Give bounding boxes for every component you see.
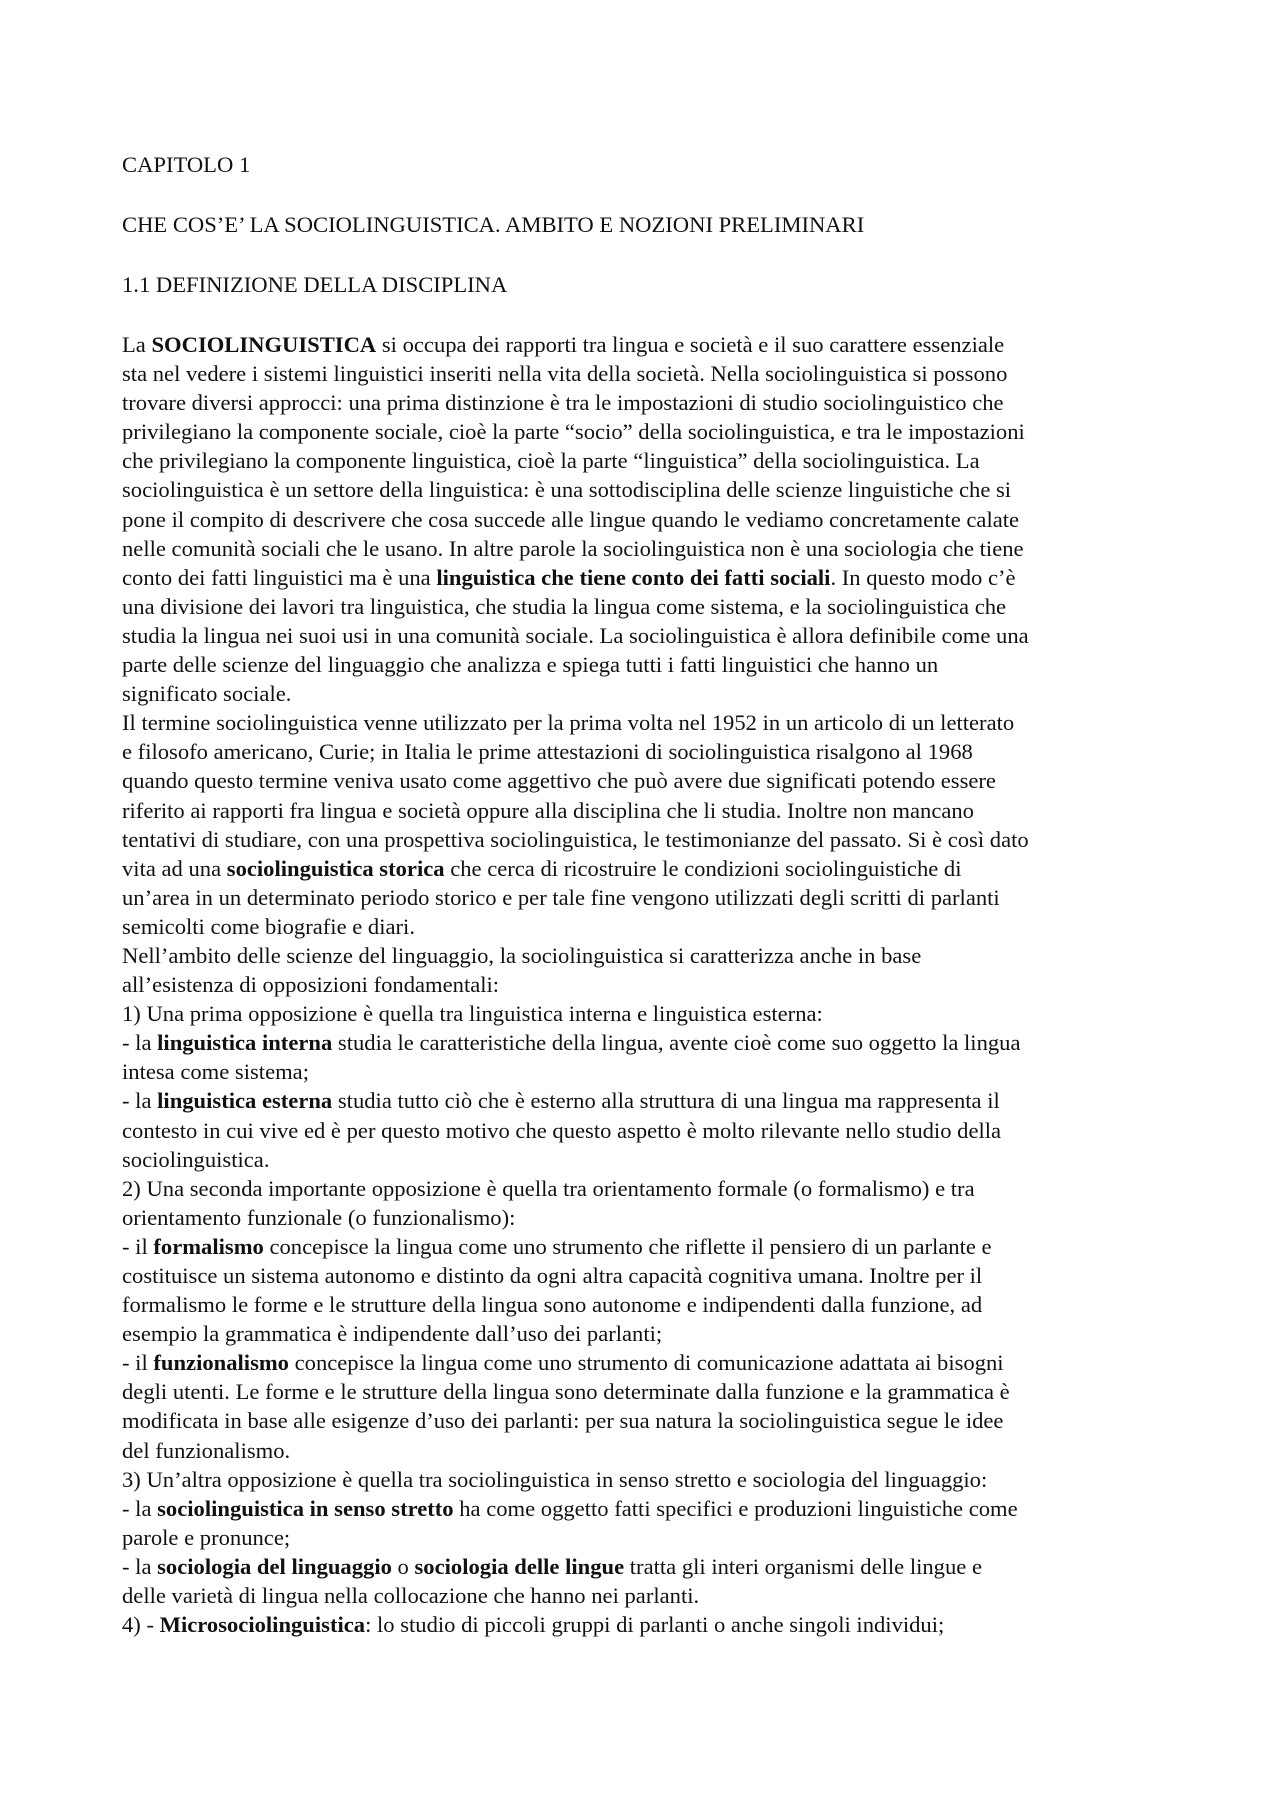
text-segment: si occupa dei rapporti tra lingua e società e il suo carattere essenziale [376,332,1005,357]
text-segment: e filosofo americano, Curie; in Italia le prime attestazioni di sociolinguistica risalgono al 1968 [122,739,973,765]
text-segment: orientamento funzionale (o funzionalismo): [122,1204,516,1230]
text-segment: all’esistenza di opposizioni fondamentali: [122,972,500,998]
text-line [122,1116,1180,1145]
bold-term: funzionalismo [153,1350,289,1376]
text-segment: parole e pronunce; [122,1524,291,1550]
text-segment: del funzionalismo. [122,1437,291,1463]
text-line [122,1290,1180,1319]
text-segment: intesa come sistema; [122,1059,309,1085]
text-segment: riferito ai rapporti fra lingua e società oppure alla disciplina che li studia. Inoltre non mancano [122,797,974,823]
text-segment: La [122,332,152,357]
text-line [122,1086,1180,1115]
text-line [122,1319,1180,1348]
text-line [122,970,1180,999]
text-line [122,1232,1180,1261]
text-segment: ha come oggetto fatti specifici e produzioni linguistiche come [453,1495,1018,1521]
text-segment: - la [122,1553,158,1579]
bold-term: sociologia delle lingue [414,1553,625,1579]
text-segment: quando questo termine veniva usato come aggettivo che può avere due significati potendo essere [122,768,996,794]
text-line [122,941,1180,970]
text-line [122,1406,1180,1435]
text-segment: studia le caratteristiche della lingua, avente cioè come suo oggetto la lingua [332,1030,1021,1056]
text-segment: sociolinguistica è un settore della linguistica: è una sottodisciplina delle scienze linguistiche che si [122,477,1012,503]
text-segment: nelle comunità sociali che le usano. In altre parole la sociolinguistica non è una sociologia che tiene [122,535,1024,561]
text-segment: una divisione dei lavori tra linguistica, che studia la lingua come sistema, e la sociolinguistica che [122,593,1007,619]
text-segment: Nell’ambito delle scienze del linguaggio, la sociolinguistica si caratterizza anche in base [122,942,922,968]
text-line [122,417,1180,446]
bold-term: Microsociolinguistica [159,1612,366,1638]
text-segment: - la [122,1088,158,1114]
text-line [122,505,1180,534]
text-line [122,825,1180,854]
text-segment: concepisce la lingua come uno strumento di comunicazione adattata ai bisogni [288,1350,1004,1376]
bold-term: formalismo [153,1233,264,1259]
text-line [122,592,1180,621]
text-line [122,534,1180,563]
text-segment: 4) - [122,1612,160,1638]
text-line [122,1261,1180,1290]
text-segment: studia tutto ciò che è esterno alla struttura di una lingua ma rappresenta il [332,1088,1000,1114]
text-line [122,766,1180,795]
text-segment: vita ad una [122,855,227,881]
text-segment: o [391,1553,415,1579]
text-segment: che privilegiano la componente linguistica, cioè la parte “linguistica” della sociolinguistica. La [122,448,980,474]
text-segment: un’area in un determinato periodo storico e per tale fine vengono utilizzati degli scritti di parlanti [122,884,1000,910]
text-segment: : lo studio di piccoli gruppi di parlanti o anche singoli individui; [365,1612,945,1638]
text-line [122,883,1180,912]
text-segment: studia la lingua nei suoi usi in una comunità sociale. La sociolinguistica è allora definibile come una [122,622,1029,648]
text-segment: modificata in base alle esigenze d’uso dei parlanti: per sua natura la sociolinguistica segue le idee [122,1408,1004,1434]
text-line [122,796,1180,825]
text-line [122,1174,1180,1203]
bold-term: linguistica esterna [157,1088,333,1114]
text-line [122,621,1180,650]
text-segment: tratta gli interi organismi delle lingue e [624,1553,982,1579]
text-segment: 1) Una prima opposizione è quella tra linguistica interna e linguistica esterna: [122,1001,823,1027]
text-segment: - il [122,1233,154,1259]
text-line [122,1581,1180,1610]
text-segment: pone il compito di descrivere che cosa succede alle lingue quando le vediamo concretamente calate [122,506,1020,532]
bold-term: sociolinguistica in senso stretto [157,1495,454,1521]
text-line [122,1610,1180,1639]
text-line [122,1494,1180,1523]
text-line [122,1203,1180,1232]
text-line [122,330,1180,359]
bold-term: sociologia del linguaggio [157,1553,392,1579]
text-line [122,446,1180,475]
text-line [122,388,1180,417]
text-segment: . In questo modo c’è [830,564,1016,590]
text-segment: conto dei fatti linguistici ma è una [122,564,437,590]
text-segment: semicolti come biografie e diari. [122,913,415,939]
chapter-label: CAPITOLO 1 [122,152,251,177]
text-segment: costituisce un sistema autonomo e distinto da ogni altra capacità cognitiva umana. Inoltre per il [122,1263,983,1288]
text-line [122,1377,1180,1406]
text-segment: privilegiano la componente sociale, cioè la parte “socio” della sociolinguistica, e tra le impostazioni [122,419,1025,445]
text-line [122,1552,1180,1581]
text-line [122,1028,1180,1057]
text-segment: formalismo le forme e le strutture della lingua sono autonome e indipendenti dalla funzione, ad [122,1292,983,1318]
bold-term: SOCIOLINGUISTICA [151,332,377,357]
text-segment: che cerca di ricostruire le condizioni sociolinguistiche di [444,855,962,881]
bold-term: linguistica interna [157,1030,333,1056]
text-segment: significato sociale. [122,681,292,707]
bold-term: linguistica che tiene conto dei fatti sociali [436,564,831,590]
text-segment: contesto in cui vive ed è per questo motivo che questo aspetto è molto rilevante nello studio della [122,1117,1002,1143]
chapter-title: CHE COS’E’ LA SOCIOLINGUISTICA. AMBITO E NOZIONI PRELIMINARI [122,212,865,237]
text-line [122,1145,1180,1174]
text-line [122,912,1180,941]
text-line [122,1348,1180,1377]
text-line [122,1436,1180,1465]
section-title: 1.1 DEFINIZIONE DELLA DISCIPLINA [122,272,508,297]
text-segment: 2) Una seconda importante opposizione è quella tra orientamento formale (o formalismo) e tra [122,1175,975,1201]
text-line [122,679,1180,708]
text-segment: sociolinguistica. [122,1146,270,1172]
text-segment: sta nel vedere i sistemi linguistici inseriti nella vita della società. Nella sociolinguistica si possono [122,361,1008,387]
text-segment: - il [122,1350,154,1376]
text-segment: tentativi di studiare, con una prospettiva sociolinguistica, le testimonianze del passato. Si è così dato [122,826,1029,852]
text-line [122,854,1180,883]
text-segment: degli utenti. Le forme e le strutture della lingua sono determinate dalla funzione e la grammatica è [122,1379,1010,1405]
text-line [122,650,1180,679]
text-line [122,475,1180,504]
text-segment: 3) Un’altra opposizione è quella tra sociolinguistica in senso stretto e sociologia del linguaggio: [122,1466,988,1492]
text-segment: concepisce la lingua come uno strumento che riflette il pensiero di un parlante e [263,1233,992,1259]
text-segment: parte delle scienze del linguaggio che analizza e spiega tutti i fatti linguistici che hanno un [122,652,939,678]
text-segment: trovare diversi approcci: una prima distinzione è tra le impostazioni di studio sociolinguistico che [122,390,1004,416]
text-line [122,1057,1180,1086]
text-segment: - la [122,1030,158,1056]
text-segment: Il termine sociolinguistica venne utilizzato per la prima volta nel 1952 in un articolo di un letterato [122,710,1015,736]
text-line [122,1523,1180,1552]
text-line [122,359,1180,388]
text-line [122,708,1180,737]
text-line [122,999,1180,1028]
text-segment: esempio la grammatica è indipendente dall’uso dei parlanti; [122,1321,663,1347]
bold-term: sociolinguistica storica [226,855,445,881]
text-segment: - la [122,1495,158,1521]
text-line [122,1465,1180,1494]
text-segment: delle varietà di lingua nella collocazione che hanno nei parlanti. [122,1583,700,1609]
text-line [122,563,1180,592]
body-text [122,330,1180,1639]
text-line [122,737,1180,766]
